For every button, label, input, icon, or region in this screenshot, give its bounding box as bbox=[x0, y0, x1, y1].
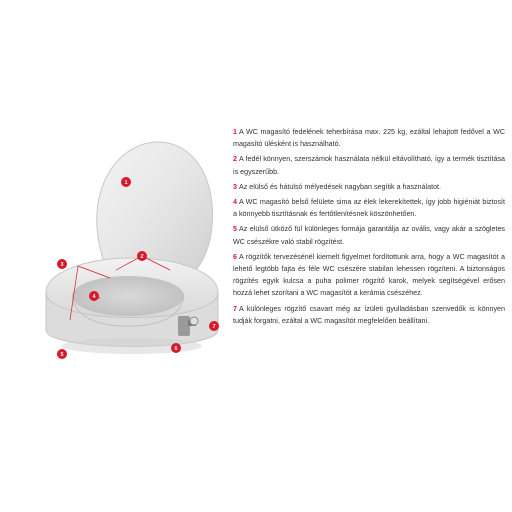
feature-text: A WC magasító belső felülete sima az élek lekerekítettek, így jobb higiéniát biztosít a könnyebb tisztításnak és fertőtlenítésnek köszönhetően. bbox=[233, 198, 505, 219]
toilet-seat-raiser-image bbox=[20, 120, 232, 370]
svg-text:3: 3 bbox=[60, 262, 64, 268]
feature-item bbox=[233, 223, 505, 247]
svg-text:5: 5 bbox=[60, 352, 64, 358]
feature-number: 2 bbox=[233, 155, 237, 164]
marker-5 bbox=[57, 349, 67, 359]
feature-item bbox=[233, 196, 505, 220]
feature-number: 5 bbox=[233, 225, 237, 234]
svg-text:1: 1 bbox=[124, 180, 128, 186]
feature-text: Az elülső ütköző fül különleges formája garantálja az ovális, vagy akár a szögletes WC csészékre való stabil rögzítést. bbox=[233, 225, 505, 246]
feature-text: A WC magasító fedelének teherbírása max. 225 kg, ezáltal lehajtott fedővel a WC magasító ülésként is használható. bbox=[233, 128, 505, 149]
feature-list bbox=[233, 126, 505, 330]
feature-number: 3 bbox=[233, 182, 237, 191]
feature-number: 1 bbox=[233, 128, 237, 136]
feature-number: 4 bbox=[233, 198, 237, 207]
marker-7 bbox=[209, 321, 219, 331]
feature-item bbox=[233, 126, 505, 150]
feature-text: A különleges rögzítő csavart még az ízületi gyulladásban szenvedők is könnyen tudják forgatni, ezáltal a WC magasítót megfelelően beállítani. bbox=[233, 304, 505, 325]
marker-2 bbox=[137, 251, 147, 261]
svg-text:7: 7 bbox=[212, 324, 216, 330]
feature-text: A fedél könnyen, szerszámok használata nélkül eltávolítható, így a termék tisztítása is egyszerűbb. bbox=[233, 155, 505, 176]
feature-item bbox=[233, 153, 505, 177]
svg-text:4: 4 bbox=[92, 294, 96, 300]
feature-text: Az elülső és hátulsó mélyedések nagyban segítik a használatot. bbox=[238, 182, 442, 191]
feature-item bbox=[233, 251, 505, 300]
feature-item bbox=[233, 303, 505, 327]
marker-1 bbox=[121, 177, 131, 187]
svg-text:2: 2 bbox=[140, 254, 144, 260]
marker-3 bbox=[57, 259, 67, 269]
feature-text: A rögzítők tervezésénél kiemelt figyelmet fordítottunk arra, hogy a WC magasítót a lehető legtöbb fajta és féle WC csészére stabilan lehessen rögzíteni. A biztonságos rögzítés egyik kulcsa a puha polimer rögzítő karok, melyek segítségével erősen hozzá lehet szorítani a WC magasítót a kerámia csészéhez. bbox=[233, 252, 505, 298]
svg-text:6: 6 bbox=[174, 346, 178, 352]
feature-number: 6 bbox=[233, 252, 237, 261]
marker-6 bbox=[171, 343, 181, 353]
feature-number: 7 bbox=[233, 304, 237, 313]
marker-4 bbox=[89, 291, 99, 301]
feature-item bbox=[233, 181, 505, 193]
